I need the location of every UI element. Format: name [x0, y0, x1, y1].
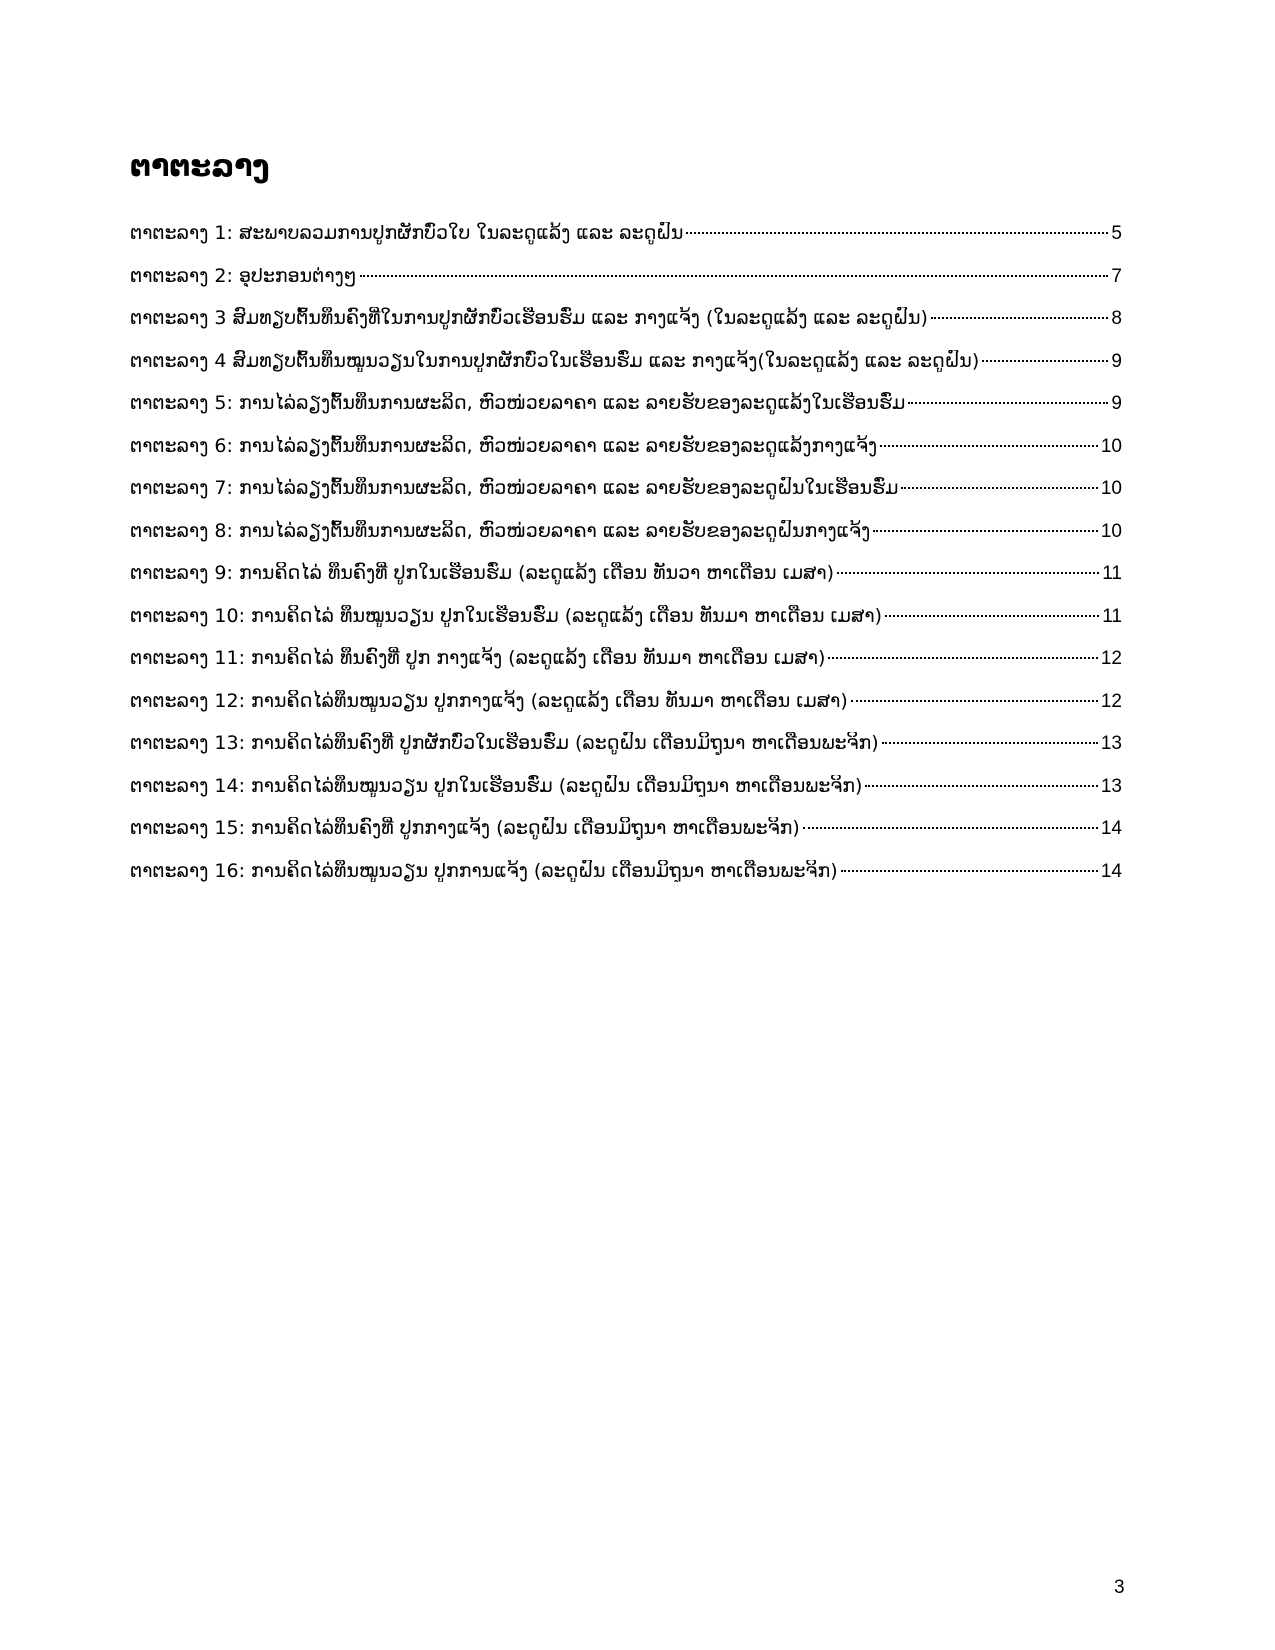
- toc-entry-page: 13: [1100, 733, 1122, 754]
- toc-entry-5[interactable]: [130, 392, 1122, 435]
- toc-entry-label: ຕາຕະລາງ 9: ການຄິດໄລ່ ທຶນຄົງທີ່ ປູກໃນເຮືອນຮົ່ມ (ລະດູແລ້ງ ເດືອນ ທັນວາ ຫາເດືອນ ເມສາ): [130, 562, 835, 584]
- toc-entry-page: 10: [1100, 478, 1122, 499]
- toc-entry-15[interactable]: [130, 817, 1122, 860]
- toc-entry-2[interactable]: [130, 265, 1122, 308]
- toc-entry-label: ຕາຕະລາງ 1: ສະພາບລວມການປູກຜັກບົ່ວໃບ ໃນລະດູແລ້ງ ແລະ ລະດູຝົນ: [130, 222, 684, 244]
- toc-entry-10[interactable]: [130, 605, 1122, 648]
- toc-entry-page: 14: [1100, 818, 1122, 839]
- toc-entry-label: ຕາຕະລາງ 3 ສົມທຽບຕົ້ນທຶນຄົງທີ່ໃນການປູກຜັກບົ່ວເຮືອນຮົ່ມ ແລະ ກາງແຈ້ງ (ໃນລະດູແລ້ງ ແລະ ລະດູຝົນ): [130, 307, 928, 329]
- dot-leader: [882, 742, 1098, 744]
- toc-entry-label: ຕາຕະລາງ 14: ການຄິດໄລ່ທຶນໝູນວຽນ ປູກໃນເຮືອນຮົ່ມ (ລະດູຝົນ ເດືອນມິຖຸນາ ຫາເດືອນພະຈິກ): [130, 774, 863, 797]
- toc-entry-label: ຕາຕະລາງ 11: ການຄິດໄລ່ ທຶນຄົງທີ່ ປູກ ກາງແຈ້ງ (ລະດູແລ້ງ ເດືອນ ທັນມາ ຫາເດືອນ ເມສາ): [130, 647, 826, 669]
- toc-entry-page: 10: [1100, 520, 1122, 542]
- toc-entry-page: 8: [1111, 308, 1122, 329]
- toc-entry-label: ຕາຕະລາງ 16: ການຄິດໄລ່ທຶນໝູນວຽນ ປູກການແຈ້ງ (ລະດູຝົນ ເດືອນມິຖຸນາ ຫາເດືອນພະຈິກ): [130, 859, 838, 882]
- toc-entry-4[interactable]: [130, 350, 1122, 393]
- toc-entry-11[interactable]: [130, 647, 1122, 690]
- toc-entry-page: 9: [1111, 350, 1122, 372]
- page-number: 3: [1114, 1577, 1125, 1598]
- toc-entry-3[interactable]: [130, 307, 1122, 350]
- toc-entry-label: ຕາຕະລາງ 8: ການໄລ່ລຽງຕົ້ນທຶນການຜະລິດ, ຫົວໜ່ວຍລາຄາ ແລະ ລາຍຮັບຂອງລະດູຝົນກາງແຈ້ງ: [130, 519, 871, 542]
- toc-entry-label: ຕາຕະລາງ 4 ສົມທຽບຕົ້ນທຶນໝູນວຽນໃນການປູກຜັກບົ່ວໃນເຮືອນຮົ່ມ ແລະ ກາງແຈ້ງ(ໃນລະດູແລ້ງ ແລະ ລະດູຝົນ): [130, 349, 980, 372]
- toc-entry-9[interactable]: [130, 562, 1122, 605]
- toc-entry-page: 9: [1111, 393, 1122, 414]
- dot-leader: [982, 360, 1108, 362]
- toc-entry-6[interactable]: [130, 435, 1122, 478]
- toc-heading: ຕາຕະລາງ: [130, 149, 270, 184]
- toc-entry-page: 10: [1100, 435, 1122, 457]
- toc-entry-page: 5: [1111, 223, 1122, 244]
- dot-leader: [901, 487, 1097, 489]
- toc-entry-7[interactable]: [130, 477, 1122, 520]
- toc-entry-label: ຕາຕະລາງ 12: ການຄິດໄລ່ທຶນໝູນວຽນ ປູກກາງແຈ້ງ (ລະດູແລ້ງ ເດືອນ ທັນມາ ຫາເດືອນ ເມສາ): [130, 689, 848, 712]
- toc-entry-page: 11: [1102, 605, 1122, 627]
- dot-leader: [803, 827, 1098, 829]
- toc-entry-8[interactable]: [130, 520, 1122, 563]
- toc-entry-page: 12: [1100, 648, 1122, 669]
- toc-entry-page: 11: [1102, 563, 1122, 584]
- dot-leader: [837, 572, 1099, 574]
- dot-leader: [828, 657, 1097, 659]
- toc-entry-page: 7: [1111, 265, 1122, 287]
- toc-entry-label: ຕາຕະລາງ 10: ການຄິດໄລ່ ທຶນໝູນວຽນ ປູກໃນເຮືອນຮົ່ມ (ລະດູແລ້ງ ເດືອນ ທັນມາ ຫາເດືອນ ເມສາ): [130, 604, 882, 627]
- toc-entry-14[interactable]: [130, 775, 1122, 818]
- toc-entry-page: 14: [1100, 860, 1122, 882]
- toc-entry-label: ຕາຕະລາງ 5: ການໄລ່ລຽງຕົ້ນທຶນການຜະລິດ, ຫົວໜ່ວຍລາຄາ ແລະ ລາຍຮັບຂອງລະດູແລ້ງໃນເຮືອນຮົ່ມ: [130, 392, 906, 414]
- dot-leader: [841, 870, 1098, 872]
- toc-entry-13[interactable]: [130, 732, 1122, 775]
- dot-leader: [908, 402, 1108, 404]
- toc-entry-label: ຕາຕະລາງ 13: ການຄິດໄລ່ທຶນຄົງທີ່ ປູກຜັກບົ່ວໃນເຮືອນຮົ່ມ (ລະດູຝົນ ເດືອນມິຖຸນາ ຫາເດືອນພະຈິກ): [130, 732, 879, 754]
- dot-leader: [873, 530, 1098, 532]
- toc-entry-label: ຕາຕະລາງ 6: ການໄລ່ລຽງຕົ້ນທຶນການຜະລິດ, ຫົວໜ່ວຍລາຄາ ແລະ ລາຍຮັບຂອງລະດູແລ້ງກາງແຈ້ງ: [130, 434, 878, 457]
- toc-entry-label: ຕາຕະລາງ 2: ອຸປະກອນຕ່າງໆ: [130, 264, 357, 287]
- dot-leader: [885, 615, 1099, 617]
- dot-leader: [865, 785, 1097, 787]
- table-of-tables: [130, 222, 1122, 902]
- dot-leader: [931, 317, 1109, 319]
- toc-entry-12[interactable]: [130, 690, 1122, 733]
- dot-leader: [851, 700, 1098, 702]
- toc-entry-1[interactable]: [130, 222, 1122, 265]
- toc-entry-label: ຕາຕະລາງ 7: ການໄລ່ລຽງຕົ້ນທຶນການຜະລິດ, ຫົວໜ່ວຍລາຄາ ແລະ ລາຍຮັບຂອງລະດູຝົນໃນເຮືອນຮົ່ມ: [130, 477, 899, 499]
- dot-leader: [686, 232, 1108, 234]
- toc-entry-label: ຕາຕະລາງ 15: ການຄິດໄລ່ທຶນຄົງທີ່ ປູກກາງແຈ້ງ (ລະດູຝົນ ເດືອນມິຖຸນາ ຫາເດືອນພະຈິກ): [130, 817, 800, 839]
- toc-entry-page: 12: [1100, 690, 1122, 712]
- dot-leader: [880, 445, 1098, 447]
- dot-leader: [360, 275, 1109, 277]
- toc-entry-page: 13: [1100, 775, 1122, 797]
- toc-entry-16[interactable]: [130, 860, 1122, 903]
